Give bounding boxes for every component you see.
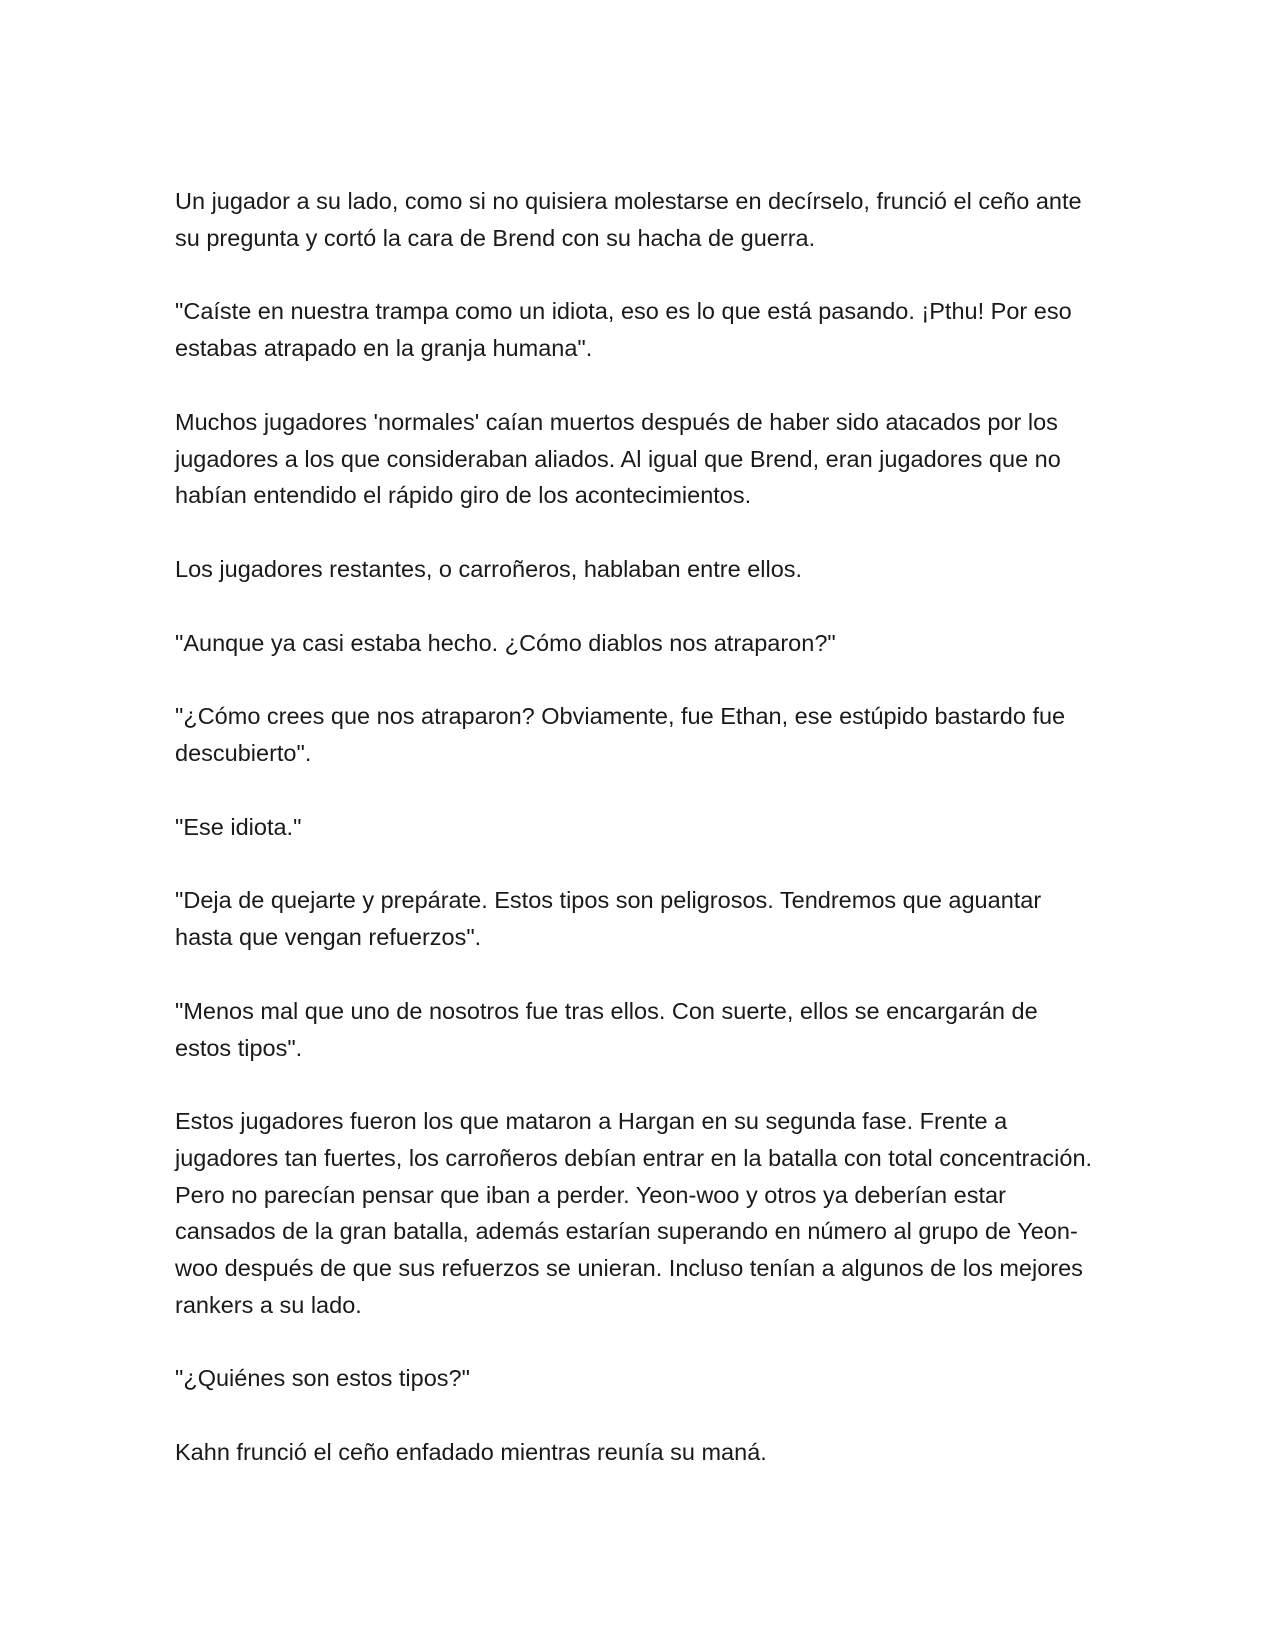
paragraph: "Aunque ya casi estaba hecho. ¿Cómo diablos nos atraparon?" bbox=[175, 629, 836, 656]
paragraph: Un jugador a su lado, como si no quisiera molestarse en decírselo, frunció el ceño ante su pregunta y cortó la cara de Brend con su hacha de guerra. bbox=[175, 188, 1082, 251]
paragraph: "Ese idiota." bbox=[175, 813, 302, 840]
paragraph: "Caíste en nuestra trampa como un idiota, eso es lo que está pasando. ¡Pthu! Por eso estabas atrapado en la granja humana". bbox=[175, 298, 1072, 362]
paragraph: Muchos jugadores 'normales' caían muertos después de haber sido atacados por los jugadores a los que consideraban aliados. Al igual que Brend, eran jugadores que no habían entendido el rápido giro de los acontecimientos. bbox=[175, 408, 1061, 509]
paragraph: Los jugadores restantes, o carroñeros, hablaban entre ellos. bbox=[175, 555, 803, 582]
document-body bbox=[175, 183, 1095, 1508]
paragraph: "¿Quiénes son estos tipos?" bbox=[175, 1365, 470, 1392]
paragraph: "¿Cómo crees que nos atraparon? Obviamente, fue Ethan, ese estúpido bastardo fue descubierto". bbox=[175, 703, 1066, 767]
paragraph: Estos jugadores fueron los que mataron a Hargan en su segunda fase. Frente a jugadores tan fuertes, los carroñeros debían entrar en la batalla con total concentración. Pero no parecían pensar que iban a perder. Yeon-woo y otros ya deberían estar cansados de la gran batalla, además estarían superando en número al grupo de Yeon-woo después de que sus refuerzos se unieran. Incluso tenían a algunos de los mejores rankers a su lado. bbox=[175, 1108, 1093, 1318]
paragraph: "Deja de quejarte y prepárate. Estos tipos son peligrosos. Tendremos que aguantar hasta que vengan refuerzos". bbox=[175, 887, 1042, 951]
paragraph: Kahn frunció el ceño enfadado mientras reunía su maná. bbox=[175, 1439, 767, 1466]
paragraph: "Menos mal que uno de nosotros fue tras ellos. Con suerte, ellos se encargarán de estos tipos". bbox=[175, 997, 1038, 1061]
